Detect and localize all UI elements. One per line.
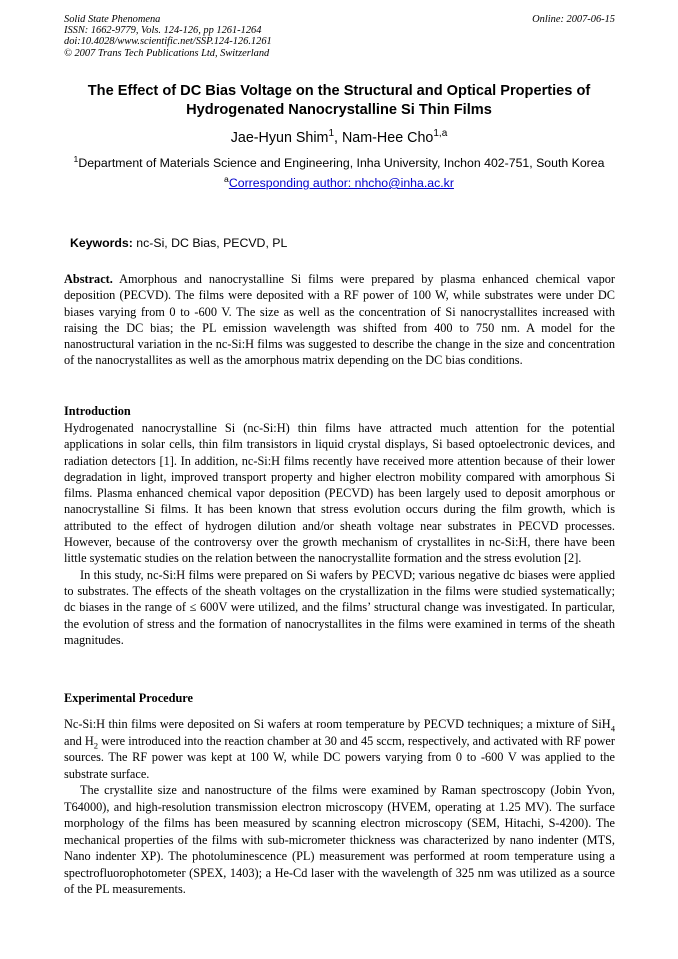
introduction-section	[64, 420, 615, 648]
introduction-paragraph-1: Hydrogenated nanocrystalline Si (nc-Si:H) thin films have attracted much attention for the potential applications in solar cells, thin film transistors in liquid crystal displays, Si based optoelectronic devices, and radiation detectors [1]. In addition, nc-Si:H films recently have received more attention because of their lower degradation in light, improved transport property and higher electron mobility compared with amorphous Si films. Plasma enhanced chemical vapor deposition (PECVD) has been largely used to deposit amorphous or nanocrystalline Si films. It has been known that stress evolution occurs during the film growth, which is attributed to the effect of hydrogen dilution and/or sheath voltage near substrates in PECVD processes. However, because of the controversy over the growth mechanism of crystallites in nc-Si:H, there have been little systematic studies on the relation between the nanocrystallite formation and the stress evolution [2].	[64, 421, 615, 566]
author-separator: ,	[334, 130, 342, 146]
abstract-label: Abstract.	[64, 272, 113, 286]
abstract	[64, 271, 615, 369]
author-name: Nam-Hee Cho	[341, 130, 434, 146]
experimental-paragraph-2: The crystallite size and nanostructure of the films were examined by Raman spectroscopy (Jobin Yvon, T64000), and high-resolution transmission electron microscopy (HVEM, operating at 1.25 MV). The surface morphology of the films has been measured by scanning electron microscopy (SEM, Hitachi, S-4200). The mechanical properties of the films with sub-micrometer thickness was characterized by nano indenter (MTS, Nano indenter XP). The photoluminescence (PL) measurement was performed at room temperature using a spectrofluorophotometer (SPEX, 1403); a He-Cd laser with the wavelength of 325 nm was utilized as a source of the PL measurements.	[64, 783, 615, 896]
affiliation-text: Department of Materials Science and Engineering, Inha University, Inchon 402-751, South Korea	[78, 156, 605, 170]
subscript: 2	[93, 739, 99, 750]
journal-header	[64, 14, 615, 59]
author-list	[40, 130, 638, 146]
author-name: Jae-Hyun Shim	[230, 130, 329, 146]
exp-text-part: Nc-Si:H thin films were deposited on Si wafers at room temperature by PECVD techniques; a mixture of SiH	[64, 717, 611, 731]
corresponding-email-link[interactable]: Corresponding author: nhcho@inha.ac.kr	[228, 176, 454, 190]
journal-name: Solid State Phenomena	[64, 14, 161, 25]
copyright-line: © 2007 Trans Tech Publications Ltd, Switzerland	[64, 47, 270, 59]
online-date: Online: 2007-06-15	[532, 14, 615, 25]
affiliation-mark: 1	[73, 153, 79, 164]
abstract-paragraph	[64, 271, 615, 369]
keywords-label: Keywords:	[70, 236, 133, 250]
subscript: 4	[610, 723, 615, 734]
doi-line: doi:10.4028/www.scientific.net/SSP.124-126.1261	[64, 36, 272, 48]
corresponding-author	[40, 173, 638, 190]
introduction-heading: Introduction	[64, 404, 131, 418]
keywords-text: nc-Si, DC Bias, PECVD, PL	[132, 236, 288, 250]
exp-text-part: were introduced into the reaction chamber at 30 and 45 sccm, respectively, and activated with RF power sources. The RF power was kept at 100 W, while DC powers varying from 0 to -600 V was applied to the substrate surface.	[64, 733, 615, 781]
corresponding-mark: a	[224, 173, 229, 184]
title-line-1: The Effect of DC Bias Voltage on the Structural and Optical Properties of	[87, 83, 591, 99]
author-affil-mark: 1	[328, 128, 335, 140]
exp-text-part: and H	[64, 733, 94, 748]
title-line-2: Hydrogenated Nanocrystalline Si Thin Films	[186, 102, 492, 118]
introduction-paragraph-2: In this study, nc-Si:H films were prepared on Si wafers by PECVD; various negative dc biases were applied to substrates. The effects of the sheath voltages on the crystallization in the films were studied systematically; dc biases in the range of ≤ 600V were utilized, and the films’ structural change was investigated. In particular, the evolution of stress and the formation of nanocrystallites in the films were examined in terms of the sheath magnitudes.	[64, 567, 615, 647]
experimental-section	[64, 716, 615, 898]
affiliation	[40, 153, 638, 170]
issn-line: ISSN: 1662-9779, Vols. 124-126, pp 1261-1264	[64, 25, 262, 37]
experimental-paragraph-1	[64, 716, 615, 782]
author-affil-mark: 1,a	[433, 128, 448, 140]
keywords	[70, 236, 610, 250]
paper-title	[40, 82, 638, 120]
abstract-text: Amorphous and nanocrystalline Si films were prepared by plasma enhanced chemical vapor deposition (PECVD). The films were deposited with a RF power of 100 W, while substrates were under DC biases varying from 0 to -600 V. The size as well as the concentration of Si nanocrystallites increased with raising the DC bias; the PL emission wavelength was shifted from 400 to 750 nm. A model for the nanostructural variation in the nc-Si:H films was suggested to describe the change in the size and concentration of the nanocrystallites as well as the amorphous matrix depending on the DC bias conditions.	[64, 272, 615, 368]
experimental-heading: Experimental Procedure	[64, 691, 193, 705]
